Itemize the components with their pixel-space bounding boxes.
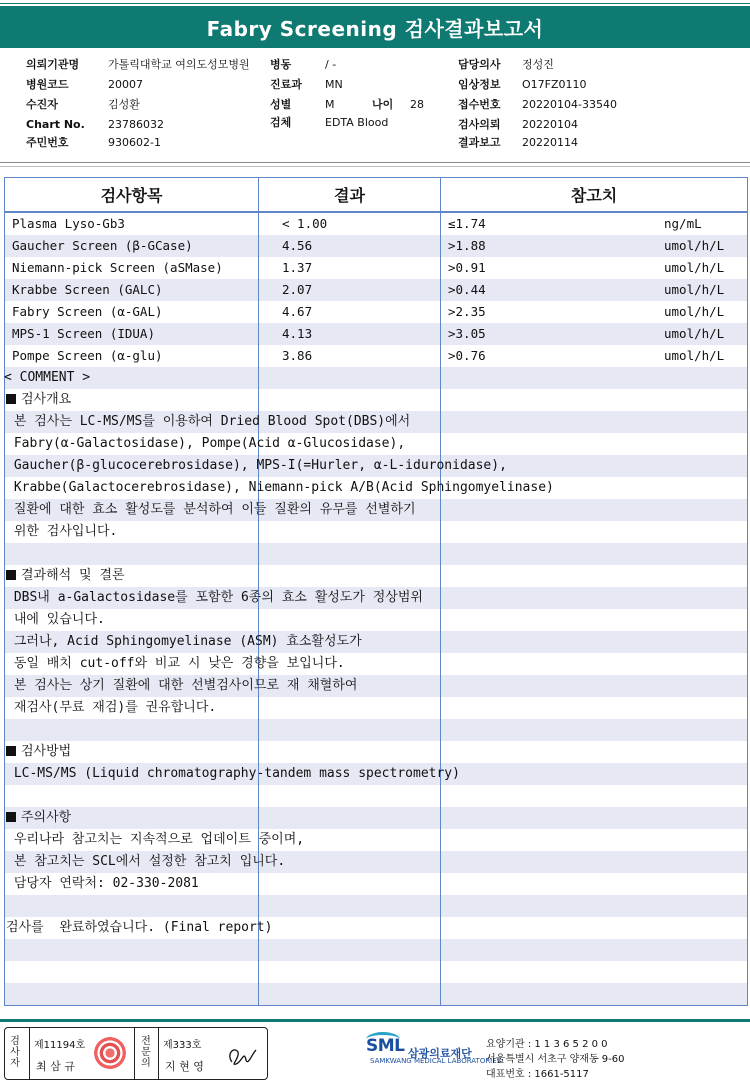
specialist-name: 지 현 영 — [165, 1060, 204, 1073]
comment-line: Krabbe(Galactocerebrosidase), Niemann-pick A/B(Acid Sphingomyelinase) — [6, 480, 554, 495]
reference-range: >0.91 — [448, 260, 486, 275]
test-result: 1.37 — [282, 260, 313, 275]
comment-line: 담당자 연락처: 02-330-2081 — [6, 876, 199, 891]
info-value: 23786032 — [108, 118, 164, 131]
reference-range: ≤1.74 — [448, 216, 486, 231]
reference-unit: umol/h/L — [664, 238, 725, 253]
reference-range: >2.35 — [448, 304, 486, 319]
header-test-item: 검사항목 — [100, 186, 163, 205]
section-heading — [6, 741, 71, 763]
info-label: 수진자 — [26, 98, 58, 111]
header-reference: 참고치 — [570, 186, 618, 205]
sig-divider — [158, 1027, 159, 1080]
signature-icon — [222, 1040, 262, 1072]
sig-divider — [29, 1027, 30, 1080]
info-label: 검사의뢰 — [458, 118, 501, 131]
reference-unit: umol/h/L — [664, 282, 725, 297]
reference-range: >3.05 — [448, 326, 486, 341]
comment-line: 본 검사는 LC-MS/MS를 이용하여 Dried Blood Spot(DBS)에서 — [6, 414, 411, 429]
info-label: 검체 — [270, 116, 292, 129]
specialist-label: 전문의 — [141, 1036, 151, 1069]
org-line: 대표번호 : 1661-5117 — [486, 1069, 589, 1080]
comment-line: 내에 있습니다. — [6, 612, 105, 627]
org-line: 서울특별시 서초구 양재동 9-60 — [486, 1054, 625, 1065]
info-value: M — [325, 98, 335, 111]
info-value: 28 — [410, 98, 424, 111]
reference-unit: umol/h/L — [664, 304, 725, 319]
info-label: 결과보고 — [458, 136, 501, 149]
info-value: 20220114 — [522, 136, 578, 149]
inspector-license: 제11194호 — [34, 1040, 86, 1051]
info-value: MN — [325, 78, 343, 91]
info-value: 20220104-33540 — [522, 98, 617, 111]
org-line: 요양기관 : 1 1 3 6 5 2 0 0 — [486, 1039, 608, 1050]
test-item: MPS-1 Screen (IDUA) — [12, 326, 155, 341]
square-bullet-icon — [6, 746, 16, 756]
column-divider — [440, 177, 441, 1006]
info-label: 성별 — [270, 98, 292, 111]
test-result: 4.56 — [282, 238, 313, 253]
comment-line: 그러나, Acid Sphingomyelinase (ASM) 효소활성도가 — [6, 634, 362, 649]
comment-line: 동일 배치 cut-off와 비교 시 낮은 경향을 보입니다. — [6, 656, 345, 671]
section-heading-text: 주의사항 — [21, 810, 72, 825]
section-heading-text: 검사개요 — [21, 392, 72, 407]
test-result: 4.13 — [282, 326, 313, 341]
info-label: Chart No. — [26, 118, 85, 131]
info-value: 930602-1 — [108, 136, 161, 149]
comment-line: 본 참고치는 SCL에서 설정한 참고치 입니다. — [6, 854, 286, 869]
info-value: 20220104 — [522, 118, 578, 131]
info-value: 가톨릭대학교 여의도성모병원 — [108, 58, 250, 71]
info-label: 의뢰기관명 — [26, 58, 80, 71]
test-item: Fabry Screen (α-GAL) — [12, 304, 163, 319]
test-item: Krabbe Screen (GALC) — [12, 282, 163, 297]
info-value: 정성진 — [522, 58, 554, 71]
section-heading — [6, 389, 71, 411]
comment-line: 재검사(무료 재검)를 권유합니다. — [6, 700, 217, 715]
test-result: < 1.00 — [282, 216, 328, 231]
reference-unit: umol/h/L — [664, 348, 725, 363]
specialist-license: 제333호 — [163, 1040, 202, 1051]
info-divider — [0, 162, 750, 163]
org-logo: SML — [366, 1036, 405, 1056]
info-label: 병동 — [270, 58, 292, 71]
reference-unit: umol/h/L — [664, 326, 725, 341]
comment-line: 위한 검사입니다. — [6, 524, 118, 539]
info-value: EDTA Blood — [325, 116, 389, 129]
test-item: Plasma Lyso-Gb3 — [12, 216, 125, 231]
info-label: 나이 — [372, 98, 394, 111]
section-heading-text: 검사방법 — [21, 744, 72, 759]
info-value: O17FZ0110 — [522, 78, 587, 91]
reference-unit: ng/mL — [664, 216, 702, 231]
comment-header: < COMMENT > — [4, 370, 91, 385]
org-name: 삼광의료재단 — [408, 1047, 472, 1060]
test-item: Gaucher Screen (β-GCase) — [12, 238, 193, 253]
info-label: 병원코드 — [26, 78, 69, 91]
info-label: 접수번호 — [458, 98, 501, 111]
comment-line: 우리나라 참고치는 지속적으로 업데이트 중이며, — [6, 832, 305, 847]
test-item: Pompe Screen (α-glu) — [12, 348, 163, 363]
info-value: 20007 — [108, 78, 143, 91]
section-heading — [6, 807, 71, 829]
info-label: 담당의사 — [458, 58, 501, 71]
section-heading-text: 결과해석 및 결론 — [21, 568, 125, 583]
comment-line: 검사를 완료하였습니다. (Final report) — [6, 920, 273, 935]
comment-line: DBS내 a-Galactosidase를 포함한 6종의 효소 활성도가 정상범위 — [6, 590, 423, 605]
inspector-name: 최 삼 규 — [36, 1060, 75, 1073]
info-divider-2 — [0, 166, 750, 167]
square-bullet-icon — [6, 812, 16, 822]
reference-range: >0.76 — [448, 348, 486, 363]
test-result: 4.67 — [282, 304, 313, 319]
reference-range: >0.44 — [448, 282, 486, 297]
info-value: / - — [325, 58, 337, 71]
test-result: 3.86 — [282, 348, 313, 363]
sig-divider — [134, 1027, 135, 1080]
top-rule — [0, 3, 750, 4]
comment-line: Gaucher(β-glucocerebrosidase), MPS-I(=Hurler, α-L-iduronidase), — [6, 458, 507, 473]
comment-line: LC-MS/MS (Liquid chromatography-tandem mass spectrometry) — [6, 766, 460, 781]
official-seal-icon — [94, 1037, 126, 1069]
comment-line: Fabry(α-Galactosidase), Pompe(Acid α-Glucosidase), — [6, 436, 406, 451]
square-bullet-icon — [6, 394, 16, 404]
test-result: 2.07 — [282, 282, 313, 297]
section-heading — [6, 565, 125, 587]
comment-line: 본 검사는 상기 질환에 대한 선별검사이므로 재 채혈하여 — [6, 678, 358, 693]
reference-range: >1.88 — [448, 238, 486, 253]
report-title: Fabry Screening 검사결과보고서 — [0, 6, 750, 48]
info-label: 임상정보 — [458, 78, 501, 91]
info-label: 주민번호 — [26, 136, 69, 149]
org-subname: SAMKWANG MEDICAL LABORATORIES — [370, 1057, 502, 1065]
inspector-label: 검사자 — [10, 1036, 20, 1069]
info-label: 진료과 — [270, 78, 302, 91]
footer-rule — [0, 1019, 750, 1022]
comment-line: 질환에 대한 효소 활성도를 분석하여 이들 질환의 유무를 선별하기 — [6, 502, 416, 517]
square-bullet-icon — [6, 570, 16, 580]
info-value: 김성환 — [108, 98, 140, 111]
test-item: Niemann-pick Screen (aSMase) — [12, 260, 223, 275]
reference-unit: umol/h/L — [664, 260, 725, 275]
header-result: 결과 — [334, 186, 365, 205]
